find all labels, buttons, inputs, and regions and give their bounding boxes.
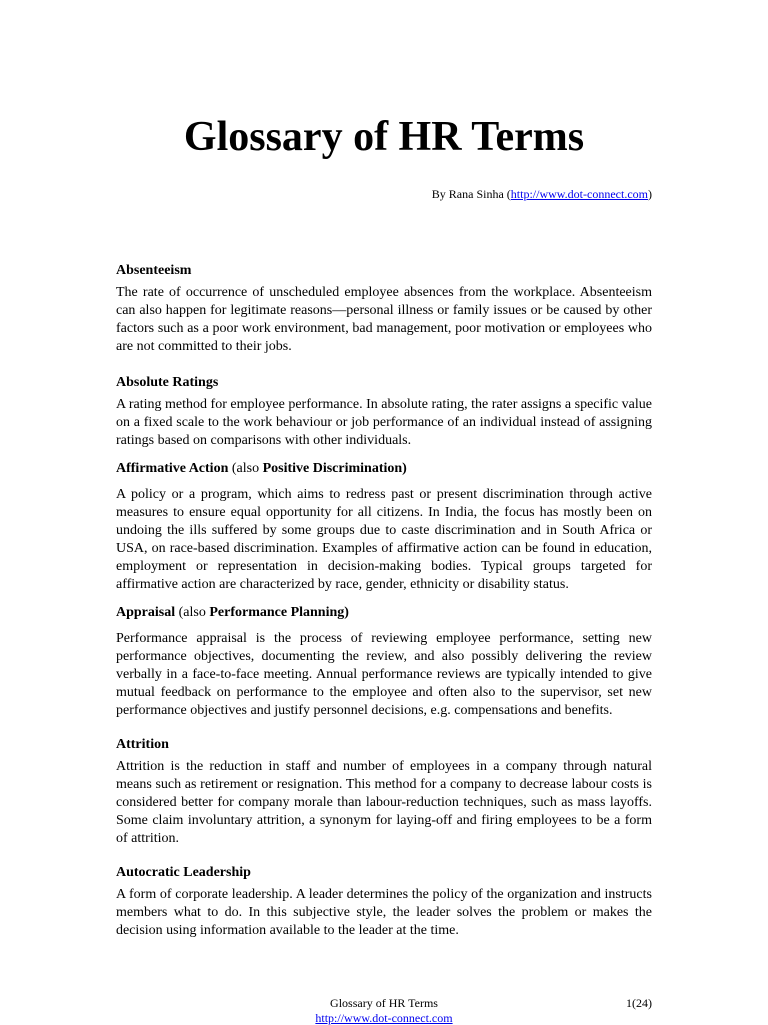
term-alias: Performance Planning) <box>209 605 349 620</box>
term-heading <box>116 460 652 477</box>
footer-title: Glossary of HR Terms <box>330 996 438 1010</box>
term-alias: Positive Discrimination) <box>262 461 407 476</box>
byline-link[interactable]: http://www.dot-connect.com <box>510 187 648 201</box>
term-definition: A rating method for employee performance. In absolute rating, the rater assigns a specific value on a fixed scale to the work behaviour or job performance of an individual instead of assigning ratings based on comparisons with other individuals. <box>116 397 652 448</box>
term-definition: Performance appraisal is the process of reviewing employee performance, setting new performance objectives, documenting the review, and also possibly delivering the review verbally in a face-to-face meeting. Annual performance reviews are typically intended to give mutual feedback on performance to the employee and often also to the supervisor, set new performance objectives and justify personnel decisions, e.g. compensations and benefits. <box>116 631 652 718</box>
term-heading: Absolute Ratings <box>116 375 219 390</box>
byline-prefix: By Rana Sinha ( <box>431 187 511 201</box>
term-name: Appraisal <box>116 605 176 620</box>
term-also-prefix: (also <box>231 461 260 476</box>
term-definition: The rate of occurrence of unscheduled employee absences from the workplace. Absenteeism can also happen for legitimate reasons—personal illness or family issues or be caused by other factors such as a poor work environment, bad management, poor motivation or employees who are not committed to their jobs. <box>116 285 652 354</box>
page-title: Glossary of HR Terms <box>183 114 585 160</box>
term-definition: Attrition is the reduction in staff and number of employees in a company through natural means such as retirement or resignation. This method for a company to decrease labour costs is considered better for company morale than labour-reduction techniques, such as mass layoffs. Some claim involuntary attrition, a synonym for laying-off and firing employees to be a form of attrition. <box>116 759 652 846</box>
term-heading: Absenteeism <box>116 263 192 278</box>
glossary-entry-attrition <box>116 736 652 848</box>
footer-url <box>0 1011 768 1025</box>
term-also-prefix: (also <box>178 605 206 620</box>
glossary-entry-absenteeism <box>116 262 652 356</box>
byline-suffix: ) <box>648 187 652 201</box>
glossary-entry-autocratic-leadership <box>116 864 652 940</box>
glossary-entry-absolute-ratings <box>116 374 652 450</box>
glossary-entry-appraisal <box>116 604 652 720</box>
term-name: Affirmative Action <box>116 461 229 476</box>
page-number: 1(24) <box>626 996 652 1010</box>
term-definition: A form of corporate leadership. A leader determines the policy of the organization and instructs members what to do. In this subjective style, the leader solves the problem or makes the decision using information available to the leader at the time. <box>116 887 652 938</box>
term-definition: A policy or a program, which aims to redress past or present discrimination through active measures to ensure equal opportunity for all citizens. In India, the focus has mostly been on undoing the ills suffered by some groups due to caste discrimination and in South Africa or USA, on race-based discrimination. Examples of affirmative action can be found in education, employment or representation in decision-making bodies. Typical groups targeted for affirmative action are characterized by race, gender, ethnicity or disability status. <box>116 487 652 592</box>
glossary-content <box>116 262 652 940</box>
term-heading: Attrition <box>116 737 169 752</box>
footer-link[interactable]: http://www.dot-connect.com <box>315 1011 453 1025</box>
term-heading <box>116 604 652 621</box>
glossary-entry-affirmative-action <box>116 460 652 594</box>
byline <box>432 186 652 202</box>
term-heading: Autocratic Leadership <box>116 865 251 880</box>
